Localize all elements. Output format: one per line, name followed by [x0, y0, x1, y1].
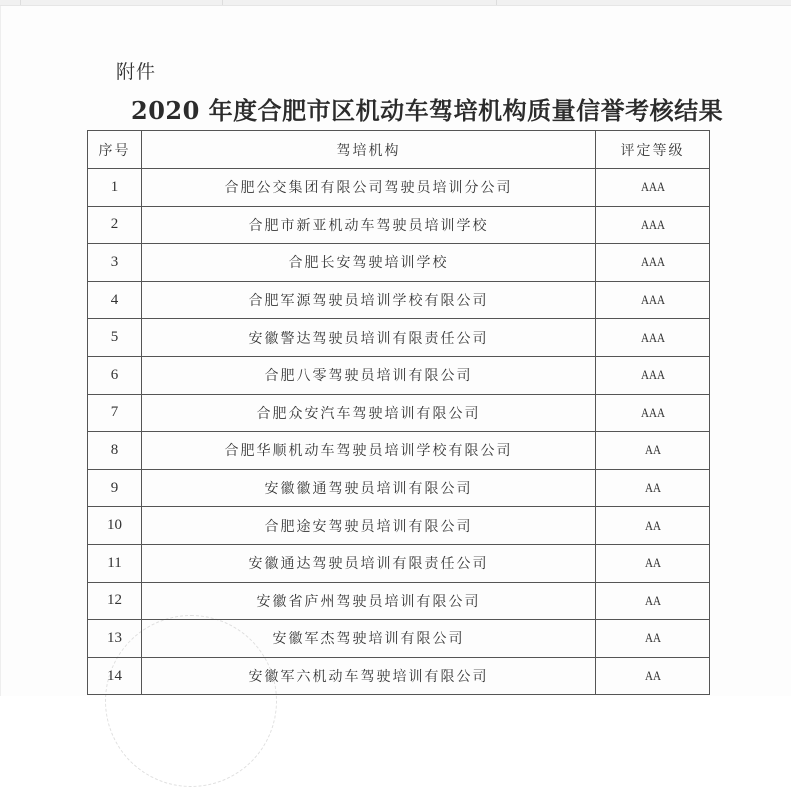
row-institution: 安徽警达驾驶员培训有限责任公司 [142, 319, 596, 357]
row-index: 2 [88, 206, 142, 244]
row-index: 4 [88, 281, 142, 319]
results-table [87, 130, 710, 695]
document-title: 2020 年度合肥市区机动车驾培机构质量信誉考核结果 [131, 96, 724, 125]
table-header-row [88, 131, 710, 169]
row-index: 7 [88, 394, 142, 432]
table-row [88, 507, 710, 545]
strip-divider [496, 0, 497, 5]
column-header-index: 序号 [88, 131, 142, 169]
strip-divider [20, 0, 21, 5]
attachment-label: 附件 [116, 61, 157, 83]
row-institution: 安徽省庐州驾驶员培训有限公司 [142, 582, 596, 620]
row-institution: 安徽军六机动车驾驶培训有限公司 [142, 657, 596, 695]
table-row [88, 319, 710, 357]
row-grade: AAA [604, 356, 701, 394]
row-institution: 合肥华顺机动车驾驶员培训学校有限公司 [142, 432, 596, 470]
row-grade: AA [604, 544, 701, 582]
row-grade: AAA [604, 394, 701, 432]
row-institution: 合肥军源驾驶员培训学校有限公司 [142, 281, 596, 319]
row-grade: AA [604, 507, 701, 545]
row-index: 11 [88, 544, 142, 582]
row-index: 6 [88, 356, 142, 394]
row-index: 8 [88, 432, 142, 470]
row-institution: 合肥公交集团有限公司驾驶员培训分公司 [142, 169, 596, 207]
row-index: 9 [88, 469, 142, 507]
row-index: 13 [88, 620, 142, 658]
row-institution: 安徽通达驾驶员培训有限责任公司 [142, 544, 596, 582]
table-row [88, 394, 710, 432]
row-grade: AAA [604, 169, 701, 207]
row-institution: 合肥途安驾驶员培训有限公司 [142, 507, 596, 545]
row-grade: AAA [604, 206, 701, 244]
column-header-grade: 评定等级 [596, 131, 710, 169]
table-row [88, 356, 710, 394]
row-index: 14 [88, 657, 142, 695]
row-grade: AA [604, 657, 701, 695]
row-index: 12 [88, 582, 142, 620]
table-row [88, 620, 710, 658]
row-index: 1 [88, 169, 142, 207]
row-institution: 合肥八零驾驶员培训有限公司 [142, 356, 596, 394]
strip-divider [222, 0, 223, 5]
row-index: 5 [88, 319, 142, 357]
row-institution: 合肥长安驾驶培训学校 [142, 244, 596, 282]
table-row [88, 544, 710, 582]
table-row [88, 281, 710, 319]
table-row [88, 244, 710, 282]
row-index: 10 [88, 507, 142, 545]
table-row [88, 582, 710, 620]
table-row [88, 657, 710, 695]
table-row [88, 206, 710, 244]
row-grade: AAA [604, 281, 701, 319]
row-grade: AA [604, 469, 701, 507]
row-institution: 安徽军杰驾驶培训有限公司 [142, 620, 596, 658]
table-row [88, 469, 710, 507]
row-index: 3 [88, 244, 142, 282]
table-row [88, 169, 710, 207]
row-grade: AA [604, 432, 701, 470]
row-grade: AAA [604, 244, 701, 282]
table-row [88, 432, 710, 470]
row-institution: 合肥市新亚机动车驾驶员培训学校 [142, 206, 596, 244]
column-header-institution: 驾培机构 [142, 131, 596, 169]
row-grade: AAA [604, 319, 701, 357]
row-institution: 合肥众安汽车驾驶培训有限公司 [142, 394, 596, 432]
row-grade: AA [604, 620, 701, 658]
row-institution: 安徽徽通驾驶员培训有限公司 [142, 469, 596, 507]
row-grade: AA [604, 582, 701, 620]
